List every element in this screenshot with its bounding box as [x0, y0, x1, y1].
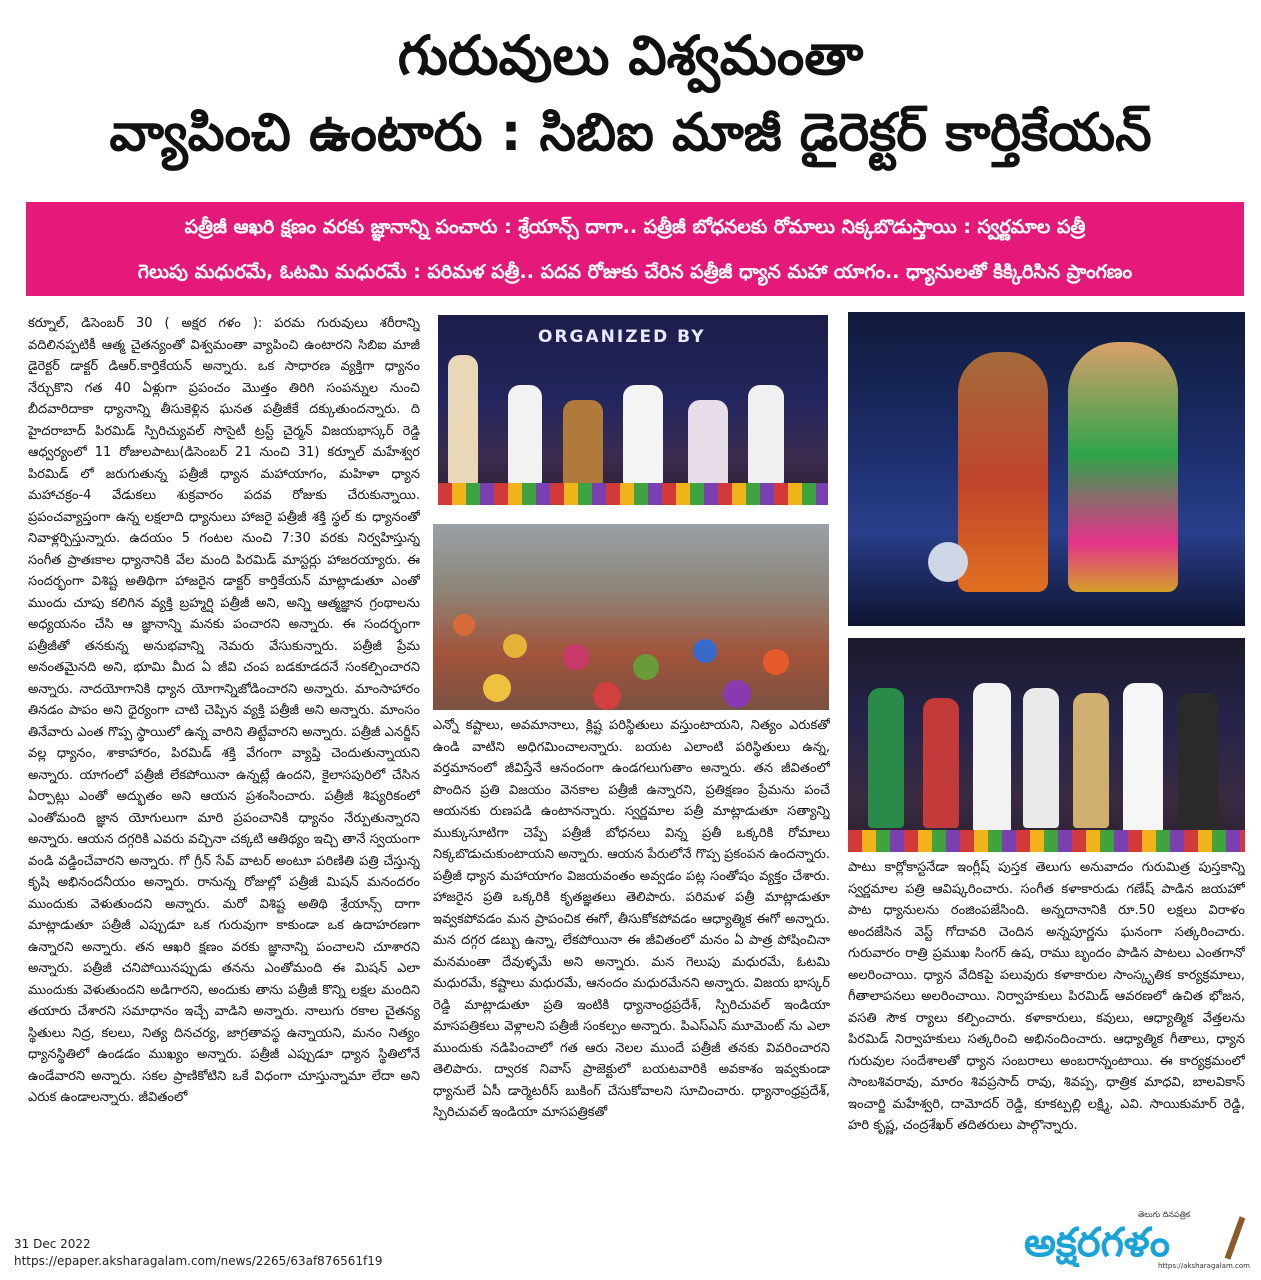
- stage-banner-text: ORGANIZED BY: [538, 327, 706, 347]
- logo-url: https://aksharagalam.com: [1158, 1262, 1250, 1270]
- pen-icon: [1225, 1216, 1246, 1259]
- subheadline-banner: [26, 202, 1244, 296]
- headline-line-2: వ్యాపించి ఉంటారు : సిబిఐ మాజీ డైరెక్టర్ కార్తికేయన్: [109, 103, 1152, 163]
- stage-dignitaries-photo: [438, 315, 828, 505]
- article-column-2: ఎన్నో కష్టాలు, అవమానాలు, క్లిష్ట పరిస్థితులు వస్తుంటాయని, నిత్యం ఎరుకతో ఉండి వాటిని అధిగమించాలన్నారు. బయట ఎలాంటి పరిస్థితులు ఉన్న, వర్తమానంలో జీవిస్తేనే ఆనందంగా ఉండగలుగుతాం అన్నారు. తన జీవితంలో పొందిన ప్రతి విజయం వెనకాల పత్రీజీ ఉన్నారని, ప్రతిక్షణం ప్రేమను పంచే ఆయనకు రుణపడి ఉంటానన్నారు. స్వర్ణమాల పత్రీ మాట్లాడుతూ సత్యాన్ని ముక్కుసూటిగా చెప్పే పత్రీజీ బోధనలు విన్న ప్రతీ ఒక్కరికి రోమాలు నిక్కబొడుచుకుంటాయని అన్నారు. ఆయన పేరులోనే గొప్ప ప్రకంపన ఉందన్నారు. పత్రీజీ ధ్యాన మహాయాగం విజయవంతం అవ్వడం పట్ల సంతోషం వ్యక్తం చేశారు. హాజరైన ప్రతి ఒక్కరికి కృతజ్ఞతలు తెలిపారు. పరిమళ పత్రీ మాట్లాడుతూ ఇవ్వకపోవడం మన ప్రాపంచిక ఈగో, తీసుకోకపోవడం ఆధ్యాత్మిక ఈగో అన్నారు. మన దగ్గర డబ్బు ఉన్నా, లేకపోయినా ఈ జీవితంలో మనం ఏ పాత్ర పోషించినా మనమంతా దేవుళ్ళమే అని అన్నారు. మన గెలుపు మధురమే, ఓటమి మధురమే, కష్టాలు మధురమే, ఆనందం మధురమేనని అన్నారు. విజయ భాస్కర్ రెడ్డి మాట్లాడుతూ ప్రతి ఇంటికి ధ్యానాంధ్రప్రదేశ్, స్పిరిచువల్ ఇండియా మాసపత్రికలు వెళ్లాలని పత్రీజీ సంకల్పం అన్నారు. పిఎస్ఎస్ మూమెంట్ ను ఎలా ముందుకు నడిపించాలో గత ఆరు నెలల ముందే పత్రీజీ తనకు వివరించారని తెలిపారు. ద్వారక నివాస్ ప్రాజెక్టులో బయటవారికి అవకాశం ఇవ్వకుండా ధ్యానులే ఏసీ డార్మెటరీస్ బుకింగ్ చేసుకోవాలని సూచించారు. ధ్యానాంధ్రప్రదేశ్, స్పిరిచువల్ ఇండియా మాసపత్రికతో: [433, 718, 830, 1120]
- book-launch-photo: [848, 638, 1245, 852]
- article-column-1: కర్నూల్, డిసెంబర్ 30 ( అక్షర గళం ): పరమ గురువులు శరీరాన్ని వదిలినప్పటికీ ఆత్మ చైతన్యంతో విశ్వమంతా వ్యాపించి ఉంటారని సిబిఐ మాజీ డైరెక్టర్ డాక్టర్ డిఆర్.కార్తికేయన్ అన్నారు. ఒక సాధారణ వ్యక్తిగా ధ్యానం నేర్చుకొని గత 40 ఏళ్లుగా ప్రపంచం మొత్తం తిరిగి సంపన్నుల నుంచి బీదవారిదాకా ధ్యానాన్ని తీసుకెళ్లిన ఘనత పత్రీజీకే దక్కుతుందన్నారు. ది హైదరాబాద్ పిరమిడ్ స్పిరిచ్యువల్ సొసైటీ ట్రస్ట్ చైర్మన్ విజయభాస్కర్ రెడ్డి ఆధ్వర్యంలో 11 రోజులపాటు(డిసెంబర్ 21 నుంచి 31) కర్నూల్ మహేశ్వర పిరమిడ్ లో జరుగుతున్న పత్రీజీ ధ్యాన మహాయాగం, మహిళా ధ్యాన మహాచక్రం-4 వేడుకలు శుక్రవారం పదవ రోజుకు చేరుకున్నాయి. ప్రపంచవ్యాప్తంగా ఉన్న లక్షలాది ధ్యానులు హాజరై పత్రీజీ శక్తి స్థల్ కు ధ్యానంతో నివాళ్లర్పిస్తున్నారు. ఉదయం 5 గంటల నుంచి 7:30 వరకు నిర్వహిస్తున్న సంగీత ప్రాతఃకాల ధ్యానానికి వేల మంది పిరమిడ్ మాస్టర్లు హాజరయ్యారు. ఈ సందర్భంగా విశిష్ట అతిథిగా హాజరైన డాక్టర్ కార్తికేయన్ మాట్లాడుతూ ఎంతో ముందు చూపు కలిగిన వ్యక్తి బ్రహ్మర్షి పత్రీజీ అని, అన్ని ఆత్మజ్ఞాన గ్రంథాలను అధ్యయనం చేసి ఆ జ్ఞానాన్ని మనకు పంచారని అన్నారు. ఈ సందర్భంగా పత్రీజీతో తనకున్న అనుభవాన్ని నెమరు వేసుకున్నారు. పత్రీజీ ప్రేమ అనంతమైనది అని, భూమి మీద ఏ జీవి చంప బడకూడదనే సంకల్పించారని అన్నారు. నాదయోగానికి ధ్యాన యోగాన్నిజోడించారని అన్నారు. మాంసాహారం తినడం పాపం అని ధైర్యంగా చాటి చెప్పిన వ్యక్తి పత్రీజీ అని అన్నారు. మాంసం తినేవారు ఎంత గొప్ప స్థాయిలో ఉన్న వారిని తిట్టేవారని అన్నారు. పత్రీజీ ఎనర్జీస్ వల్ల ధ్యానం, శాకాహారం, పిరమిడ్ శక్తి వేగంగా వ్యాప్తి చెందుతున్నాయని అన్నారు. యాగంలో పత్రీజీ లేకపోయినా ఉన్నట్లే ఉందని, కైలాసపురిలో చేసిన ఏర్పాట్లు ఎంతో అద్భుతం అని ఆయన ప్రశంసించారు. పత్రీజీ శిష్యరికంలో ఎంతోమంది జ్ఞాన యోగులుగా మారి ప్రపంచానికి ధ్యానం నేర్పుతున్నారని అన్నారు. ఆయన దగ్గరికి ఎవరు వచ్చినా చక్కటి ఆతిథ్యం ఇచ్చి తానే స్వయంగా వండి వడ్డించేవారని అన్నారు. గో గ్రీన్ సేవ్ వాటర్ అంటూ పరిణితి పత్రి చేస్తున్న కృషి అభినందనీయం అన్నారు. రానున్న రోజుల్లో పత్రీజీ మిషన్ మనందరం ముందుకు వెళుతుందని అన్నారు. మరో విశిష్ట అతిథి శ్రేయాన్స్ దాగా మాట్లాడుతూ పత్రీజీ ఎప్పుడూ ఒక గురువుగా కాకుండా ఒక ఉదాహరణగా ఉన్నారని అన్నారు. తన ఆఖరి క్షణం వరకు జ్ఞానాన్ని పంచాలని చూశారని అన్నారు. పత్రీజీ చనిపోయినప్పుడు తనను ఎంతోమంది ఈ మిషన్ ఎలా ముందుకు వెళుతుందని అడిగారని, అందుకు తాను పత్రీజీ కొన్ని లక్షల మందిని తయారు చేశారని సమాధానం ఇచ్చే వాడిని అన్నారు. నాలుగు రకాల చైతన్య స్థితులు నిద్ర, కలలు, నిత్య దినచర్య, జాగ్రతావస్థ ఉన్నాయని, మనం నిత్యం ధ్యానస్థితిలో ఉండడం ముఖ్యం అన్నారు. పత్రీజీ ఎప్పుడూ ధ్యాన స్థితిలోనే ఉండేవారని అన్నారు. సకల ప్రాణికోటిని ఒకే విధంగా చూస్తున్నామా లేదా అని ఎరుక ఉండాలన్నారు. జీవితంలో: [28, 316, 420, 1105]
- subheadline-line-1: పత్రీజీ ఆఖరి క్షణం వరకు జ్ఞానాన్ని పంచారు : శ్రేయాన్స్ దాగా.. పత్రీజీ బోధనలకు రోమాలు నిక్కబొడుస్తాయి : స్వర్ణమాల పత్రీ: [184, 216, 1086, 238]
- crowd-photo: [433, 524, 829, 710]
- edition-date: 31 Dec 2022: [14, 1237, 91, 1251]
- epaper-url[interactable]: https://epaper.aksharagalam.com/news/2265/63af876561f19: [14, 1254, 383, 1268]
- headline-line-1: గురువులు విశ్వమంతా: [397, 24, 864, 87]
- aksharagalam-logo: [1020, 1210, 1250, 1270]
- logo-name: అక్షరగళం: [1024, 1220, 1170, 1266]
- subheadline-line-2: గెలుపు మధురమే, ఓటమి మధురమే : పరిమళ పత్రీ.. పదవ రోజుకు చేరిన పత్రీజీ ధ్యాన మహా యాగం.. ధ్యానులతో కిక్కిరిసిన ప్రాంగణం: [137, 261, 1133, 283]
- dance-performance-photo: [848, 312, 1245, 626]
- logo-tagline: తెలుగు దినపత్రిక: [1138, 1210, 1191, 1219]
- article-column-3: పాటు కార్లోకాస్టనేడా ఇంగ్లీష్ పుస్తక తెలుగు అనువాదం గురుమిత్ర పుస్తకాన్ని స్వర్ణమాల పత్రి ఆవిష్కరించారు. సంగీత కళాకారుడు గణేష్ పాడిన జయహో పాట ధ్యానులను రంజింపజేసింది. అన్నదానానికి రూ.50 లక్షలు విరాళం అందజేసిన వెస్ట్ గోదావరి చెందిన అన్నపూర్ణను ఘనంగా సత్కరించారు. గురువారం రాత్రి ప్రముఖ సింగర్ ఉష, రాము బృందం పాడిన పాటలు ఎంతగానో అలరించాయి. ధ్యాన వేదికపై పలువురు కళాకారుల సాంస్కృతిక కార్యక్రమాలు, గీతాలాపనలు అలరించాయి. నిర్వాహకులు పిరమిడ్ ఆవరణలో ఉచిత భోజన, వసతి సౌక ర్యాలు కల్పించారు. కళాకారులు, కవులు, ఆధ్యాత్మిక వేత్తలను పిరమిడ్ నిర్వాహకులు సత్కరించి అభినందించారు. ఆధ్యాత్మిక గీతాలు, ధ్యాన గురువుల సందేశాలతో ధ్యాన సంబరాలు అంబరాన్నంటాయి. ఈ కార్యక్రమంలో సాంబశివరావు, మారం శివప్రసాద్ రావు, శివప్ప, ధాత్రిక మాధవి, బాలవికాస్ ఇంచార్జి మహేశ్వరి, దామోదర్ రెడ్డి, కూకట్పల్లి లక్ష్మి, ఎవి. సాయికుమార్ రెడ్డి, హరి కృష్ణ, చంద్రశేఖర్ తదితరులు పాల్గొన్నారు.: [848, 860, 1245, 1133]
